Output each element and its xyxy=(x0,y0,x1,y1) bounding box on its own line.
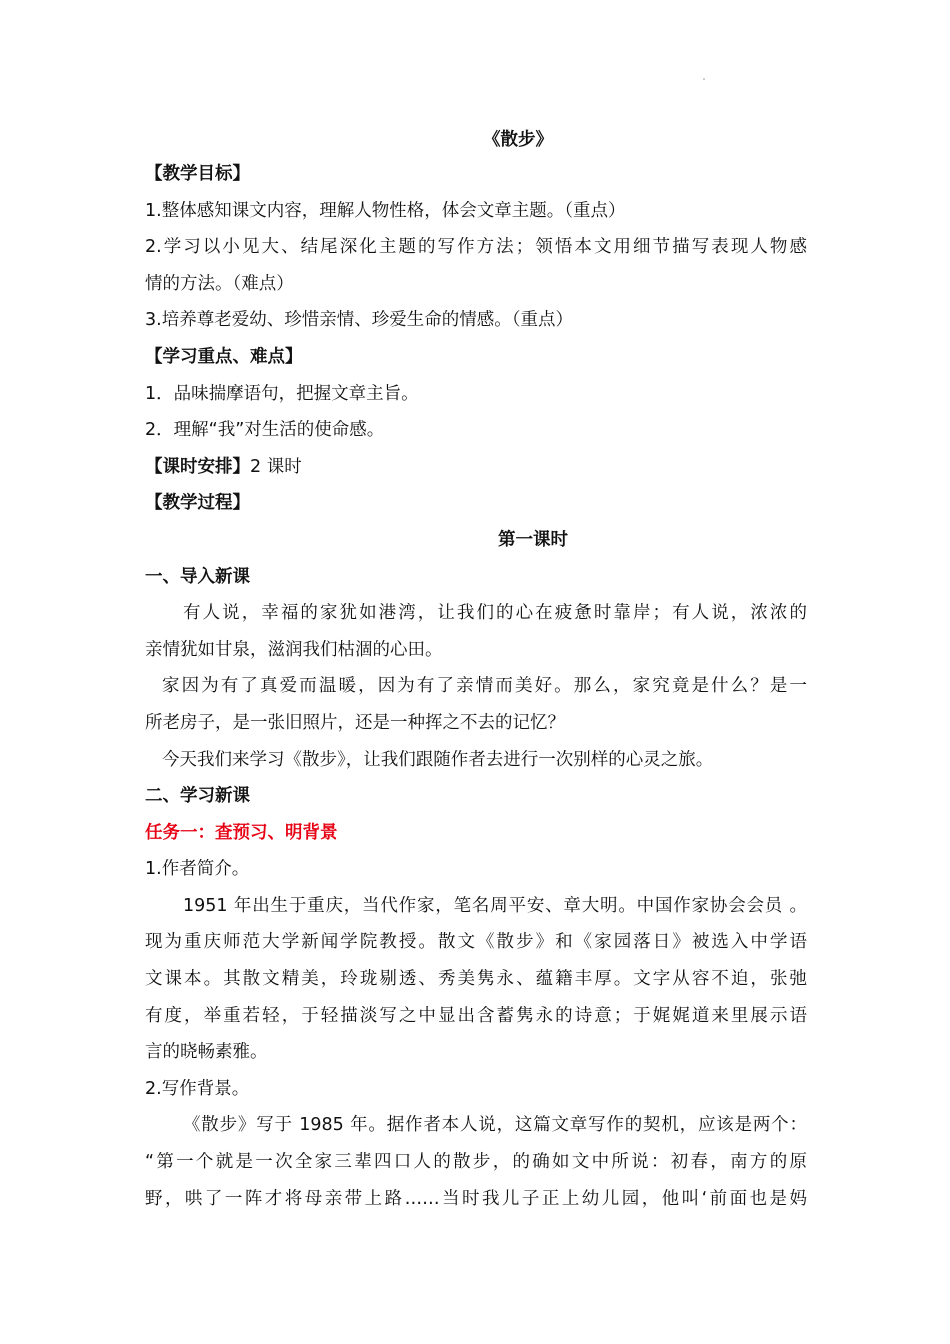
background-line-3: 野，哄了一阵才将母亲带上路……当时我儿子正上幼儿园，他叫‘前面也是妈 xyxy=(145,1188,807,1209)
task-1-heading: 任务一：查预习、明背景 xyxy=(145,822,338,843)
keypoint-1: 1．品味揣摩语句，把握文章主旨。 xyxy=(145,383,419,404)
objectives-heading: 【教学目标】 xyxy=(145,164,250,184)
process-heading: 【教学过程】 xyxy=(145,493,250,514)
document-body xyxy=(145,124,807,1217)
objective-3: 3.培养尊老爱幼、珍惜亲情、珍爱生命的情感。（重点） xyxy=(145,310,573,331)
page-dot-mark xyxy=(703,78,705,80)
author-line-3: 文课本。其散文精美，玲珑剔透、秀美隽永、蕴籍丰厚。文字从容不迫，张弛 xyxy=(145,969,807,990)
document-title: 《散步》 xyxy=(483,130,553,150)
intro-p1-line-1: 有人说，幸福的家犹如港湾，让我们的心在疲惫时靠岸；有人说，浓浓的 xyxy=(183,603,807,624)
author-line-5: 言的晓畅素雅。 xyxy=(145,1042,268,1063)
keypoints-heading: 【学习重点、难点】 xyxy=(145,346,303,367)
intro-p1-line-2: 亲情犹如甘泉，滋润我们枯涸的心田。 xyxy=(145,639,443,660)
author-line-2: 现为重庆师范大学新闻学院教授。散文《散步》和《家园落日》被选入中学语 xyxy=(145,932,807,953)
intro-p2-line-2: 所老房子，是一张旧照片，还是一种挥之不去的记忆？ xyxy=(145,712,565,733)
objective-2-line-1: 2.学习以小见大、结尾深化主题的写作方法；领悟本文用细节描写表现人物感 xyxy=(145,237,807,258)
objective-2-line-2: 情的方法。（难点） xyxy=(145,273,294,294)
background-line-1: 《散步》写于 1985 年。据作者本人说，这篇文章写作的契机，应该是两个： xyxy=(183,1115,807,1136)
intro-p3: 今天我们来学习《散步》，让我们跟随作者去进行一次别样的心灵之旅。 xyxy=(162,749,714,770)
schedule-row xyxy=(145,449,807,486)
intro-p2-line-1: 家因为有了真爱而温暖，因为有了亲情而美好。那么，家究竟是什么？是一 xyxy=(162,676,807,697)
author-line-1: 1951 年出生于重庆，当代作家，笔名周平安、章大明。中国作家协会会员 。 xyxy=(183,895,807,916)
section-2-heading: 二、学习新课 xyxy=(145,786,250,807)
schedule-value: 2 课时 xyxy=(250,456,302,477)
author-line-4: 有度，举重若轻，于轻描淡写之中显出含蓄隽永的诗意；于娓娓道来里展示语 xyxy=(145,1005,807,1026)
keypoint-2: 2．理解“我”对生活的使命感。 xyxy=(145,420,385,441)
background-line-2: “第一个就是一次全家三辈四口人的散步，的确如文中所说：初春，南方的原 xyxy=(145,1152,807,1173)
schedule-heading: 【课时安排】 xyxy=(145,456,250,477)
objective-1: 1.整体感知课文内容，理解人物性格，体会文章主题。（重点） xyxy=(145,200,626,221)
section-1-heading: 一、导入新课 xyxy=(145,566,250,587)
author-heading: 1.作者简介。 xyxy=(145,859,250,880)
background-heading: 2.写作背景。 xyxy=(145,1078,250,1099)
lesson-title: 第一课时 xyxy=(498,529,568,550)
